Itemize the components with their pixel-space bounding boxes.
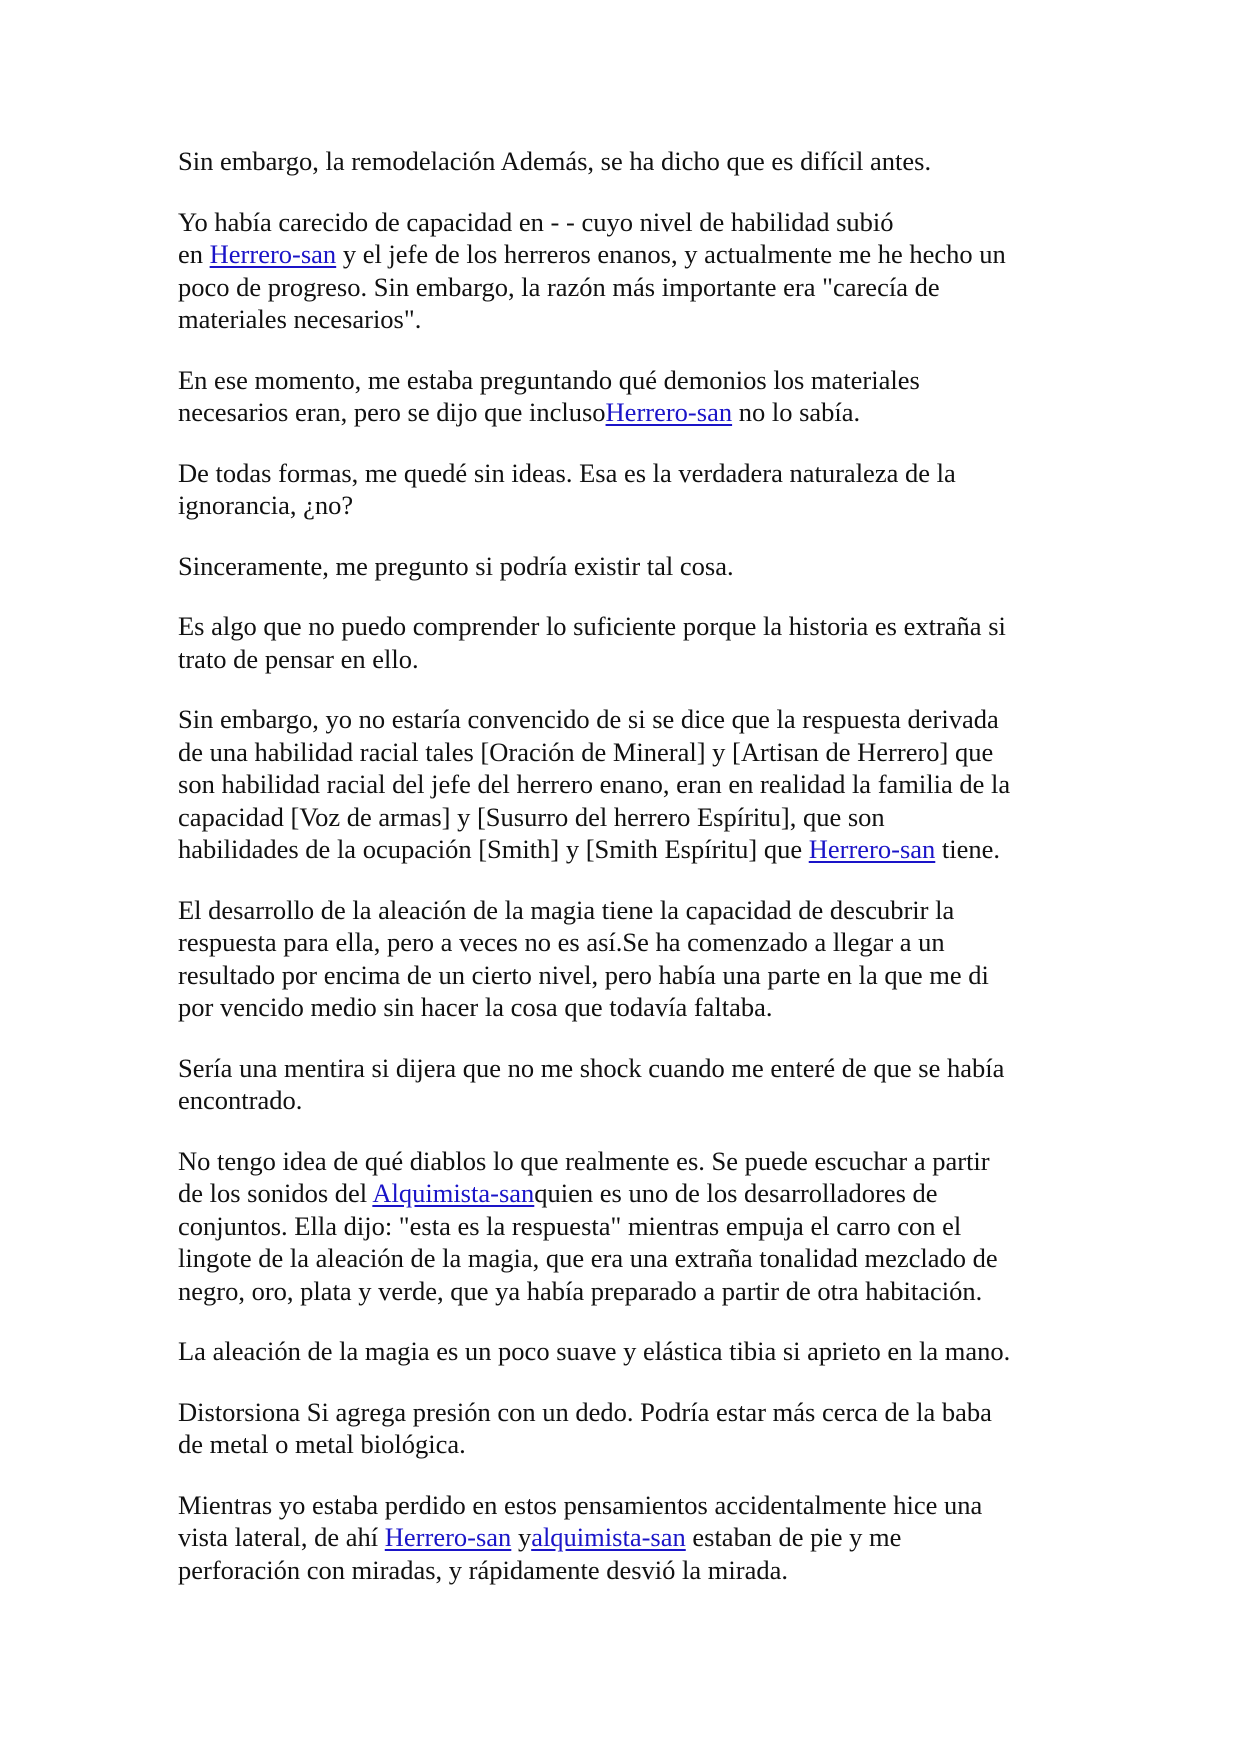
text-segment: de una habilidad racial tales [Oración de Mineral] y [Artisan de Herrero] que (178, 736, 994, 767)
character-link[interactable]: Herrero-san (384, 1522, 512, 1552)
text-segment: lingote de la aleación de la magia, que era una extraña tonalidad mezclado de (178, 1243, 998, 1273)
text-line (178, 926, 1078, 959)
text-line (178, 1489, 1078, 1522)
text-line (178, 1275, 1078, 1308)
text-line (178, 610, 1078, 643)
text-segment: trato de pensar en ello. (178, 643, 419, 674)
paragraph (178, 703, 1078, 866)
text-segment: resultado por encima de un cierto nivel, pero había una parte en la que me di (178, 959, 989, 990)
text-line (178, 1242, 1078, 1275)
text-segment: conjuntos. Ella dijo: "esta es la respuesta" mientras empuja el carro con el (178, 1210, 962, 1241)
text-line (178, 1145, 1078, 1178)
text-segment: necesarios eran, pero se dijo que incluso (178, 397, 606, 427)
paragraph (178, 550, 1078, 583)
paragraph (178, 1489, 1078, 1587)
text-segment: de metal o metal biológica. (178, 1429, 466, 1459)
text-segment: quien es uno de los desarrolladores de (534, 1178, 938, 1208)
text-line (178, 271, 1078, 304)
text-segment: por vencido medio sin hacer la cosa que todavía faltaba. (178, 992, 773, 1022)
text-segment: encontrado. (178, 1085, 303, 1115)
text-segment: son habilidad racial del jefe del herrero enano, eran en realidad la familia de la (178, 769, 1011, 799)
character-link[interactable]: Herrero-san (808, 834, 936, 864)
text-line (178, 1210, 1078, 1243)
text-line (178, 364, 1078, 397)
text-line (178, 1052, 1078, 1085)
text-line (178, 833, 1078, 866)
text-line (178, 991, 1078, 1024)
paragraph (178, 457, 1078, 522)
text-line (178, 238, 1078, 271)
text-segment: materiales necesarios". (178, 304, 422, 334)
text-line (178, 1554, 1078, 1587)
text-line (178, 396, 1078, 429)
text-line (178, 959, 1078, 992)
text-line (178, 894, 1078, 927)
text-line (178, 206, 1078, 239)
text-segment: ignorancia, ¿no? (178, 490, 354, 520)
text-segment: Distorsiona Si agrega presión con un dedo. Podría estar más cerca de la baba (178, 1396, 992, 1427)
text-line (178, 550, 1078, 583)
text-segment: En ese momento, me estaba preguntando qué demonios los materiales (178, 364, 920, 395)
paragraph (178, 206, 1078, 336)
text-line (178, 1335, 1078, 1368)
text-line (178, 303, 1078, 336)
character-link[interactable]: Herrero-san (209, 239, 337, 269)
text-segment: Sinceramente, me pregunto si podría existir tal cosa. (178, 550, 734, 581)
text-segment: de los sonidos del (178, 1178, 373, 1208)
text-line (178, 736, 1078, 769)
text-line (178, 1084, 1078, 1117)
text-segment: y el jefe de los herreros enanos, y actualmente me he hecho un (336, 239, 1006, 269)
text-segment: El desarrollo de la aleación de la magia tiene la capacidad de descubrir la (178, 894, 955, 925)
paragraph (178, 364, 1078, 429)
text-line (178, 703, 1078, 736)
paragraph (178, 145, 1078, 178)
paragraph (178, 610, 1078, 675)
text-segment: capacidad [Voz de armas] y [Susurro del herrero Espíritu], que son (178, 801, 885, 832)
text-segment: tiene. (935, 834, 1001, 864)
paragraph (178, 1396, 1078, 1461)
paragraph (178, 1335, 1078, 1368)
text-line (178, 1428, 1078, 1461)
text-segment: La aleación de la magia es un poco suave y elástica tibia si aprieto en la mano. (178, 1336, 1011, 1366)
paragraph (178, 894, 1078, 1024)
character-link[interactable]: alquimista-san (531, 1522, 686, 1552)
text-line (178, 489, 1078, 522)
text-segment: Sin embargo, la remodelación Además, se ha dicho que es difícil antes. (178, 146, 932, 176)
text-line (178, 1396, 1078, 1429)
text-line (178, 768, 1078, 801)
text-segment: Sería una mentira si dijera que no me shock cuando me enteré de que se había (178, 1052, 1005, 1083)
text-segment: De todas formas, me quedé sin ideas. Esa es la verdadera naturaleza de la (178, 457, 956, 488)
document-page (178, 145, 1078, 1614)
text-segment: habilidades de la ocupación [Smith] y [Smith Espíritu] que (178, 834, 809, 864)
text-segment: Yo había carecido de capacidad en - - cuyo nivel de habilidad subió (178, 206, 894, 237)
text-segment: vista lateral, de ahí (178, 1522, 385, 1552)
character-link[interactable]: Herrero-san (605, 397, 733, 427)
text-line (178, 1521, 1078, 1554)
paragraph (178, 1052, 1078, 1117)
text-segment: poco de progreso. Sin embargo, la razón más importante era "carecía de (178, 271, 940, 302)
text-line (178, 145, 1078, 178)
text-segment: Mientras yo estaba perdido en estos pensamientos accidentalmente hice una (178, 1489, 983, 1520)
text-segment: respuesta para ella, pero a veces no es así.Se ha comenzado a llegar a un (178, 927, 945, 957)
text-segment: perforación con miradas, y rápidamente desvió la mirada. (178, 1554, 788, 1585)
text-segment: negro, oro, plata y verde, que ya había preparado a partir de otra habitación. (178, 1275, 983, 1306)
paragraph (178, 1145, 1078, 1308)
text-segment: No tengo idea de qué diablos lo que realmente es. Se puede escuchar a partir (178, 1145, 990, 1176)
text-segment: Sin embargo, yo no estaría convencido de si se dice que la respuesta derivada (178, 704, 999, 734)
text-line (178, 457, 1078, 490)
text-segment: Es algo que no puedo comprender lo suficiente porque la historia es extraña si (178, 611, 1006, 641)
text-segment: en (178, 239, 210, 269)
text-segment: y (511, 1522, 532, 1552)
text-segment: estaban de pie y me (685, 1522, 902, 1552)
text-line (178, 801, 1078, 834)
text-line (178, 1177, 1078, 1210)
text-segment: no lo sabía. (732, 397, 861, 427)
character-link[interactable]: Alquimista-san (372, 1178, 535, 1208)
text-line (178, 643, 1078, 676)
